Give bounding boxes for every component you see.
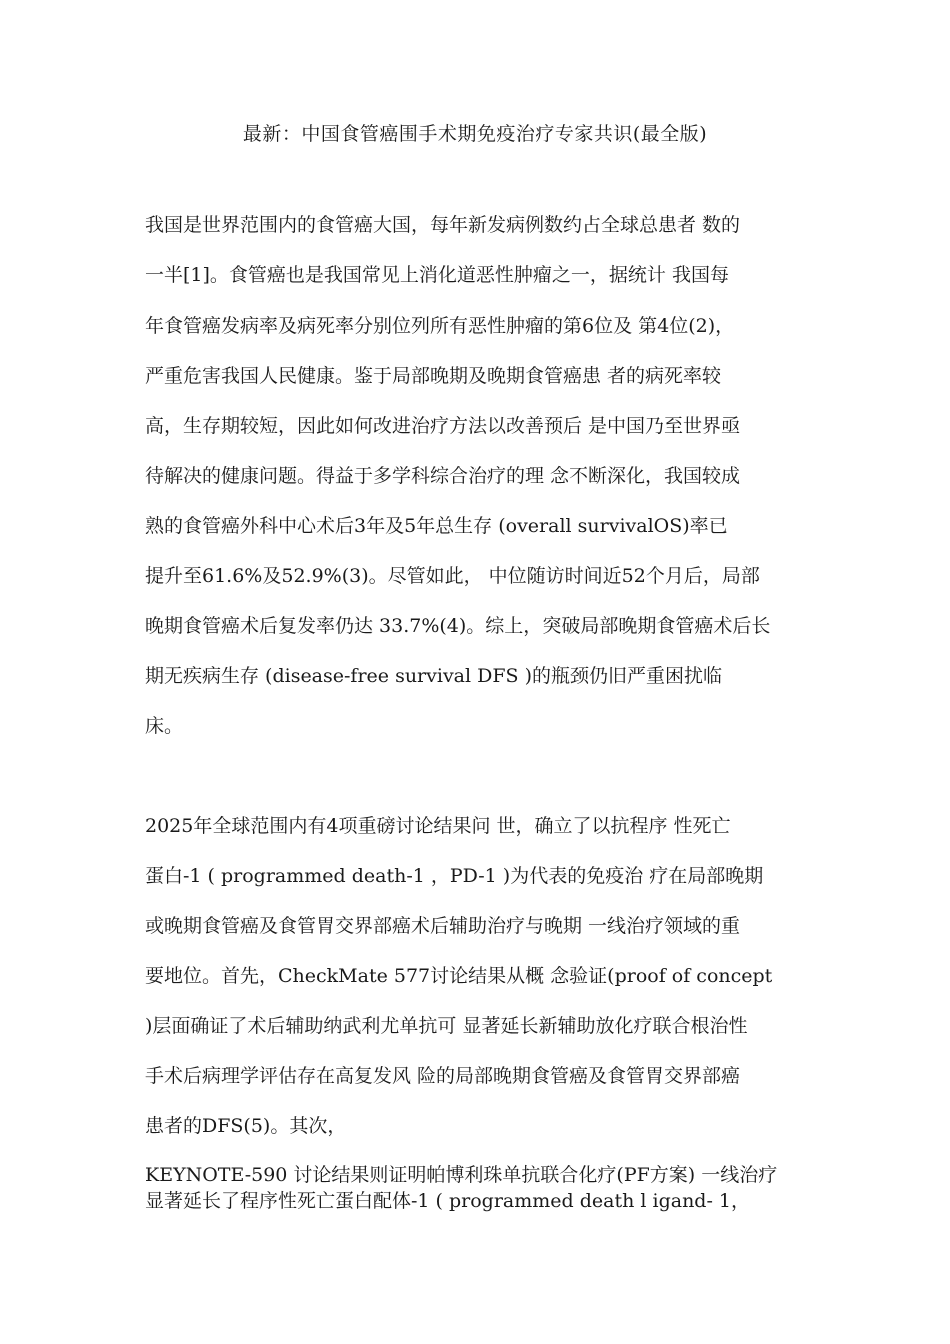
paragraph-2-line: 2025年全球范围内有4项重磅讨论结果问 世，确立了以抗程序 性死亡	[145, 815, 731, 837]
paragraph-2-line: 蛋白-1 ( programmed death-1 ，PD-1 )为代表的免疫治 疗在局部晚期	[145, 865, 764, 887]
paragraph-2-line: 要地位。首先，CheckMate 577讨论结果从概 念验证(proof of concept	[145, 965, 773, 987]
paragraph-3-line: KEYNOTE-590 讨论结果则证明帕博利珠单抗联合化疗(PF方案) 一线治疗	[145, 1164, 778, 1186]
document-title: 最新：中国食管癌围手术期免疫治疗专家共识(最全版)	[242, 123, 708, 145]
paragraph-1-line: 提升至61.6%及52.9%(3)。尽管如此， 中位随访时间近52个月后，局部	[145, 565, 760, 587]
paragraph-1-line: 床。	[145, 715, 184, 737]
paragraph-3-line: 显著延长了程序性死亡蛋白配体-1 ( programmed death l igand- 1，	[145, 1190, 751, 1212]
paragraph-2-line: 患者的DFS(5)。其次，	[145, 1115, 347, 1137]
paragraph-1-line: 我国是世界范围内的食管癌大国，每年新发病例数约占全球总患者 数的	[145, 214, 741, 236]
paragraph-1-line: 待解决的健康问题。得益于多学科综合治疗的理 念不断深化，我国较成	[145, 465, 741, 487]
paragraph-2-line: 手术后病理学评估存在高复发风 险的局部晚期食管癌及食管胃交界部癌	[145, 1065, 741, 1087]
paragraph-1-line: 高，生存期较短，因此如何改进治疗方法以改善预后 是中国乃至世界亟	[145, 415, 741, 437]
paragraph-1-line: 晚期食管癌术后复发率仍达 33.7%(4)。综上，突破局部晚期食管癌术后长	[145, 615, 771, 637]
paragraph-1-line: 期无疾病生存 (disease-free survival DFS )的瓶颈仍旧严重困扰临	[145, 665, 723, 687]
paragraph-1-line: 年食管癌发病率及病死率分别位列所有恶性肿瘤的第6位及 第4位(2)，	[145, 315, 735, 337]
paragraph-1-line: 熟的食管癌外科中心术后3年及5年总生存 (overall survivalOS)率已	[145, 515, 728, 537]
paragraph-2-line: 或晚期食管癌及食管胃交界部癌术后辅助治疗与晚期 一线治疗领域的重	[145, 915, 741, 937]
paragraph-1-line: 严重危害我国人民健康。鉴于局部晚期及晚期食管癌患 者的病死率较	[145, 365, 722, 387]
paragraph-1-line: 一半[1]。食管癌也是我国常见上消化道恶性肿瘤之一，据统计 我国每	[145, 264, 729, 286]
paragraph-2-line: )层面确证了术后辅助纳武利尤单抗可 显著延长新辅助放化疗联合根治性	[145, 1015, 748, 1037]
